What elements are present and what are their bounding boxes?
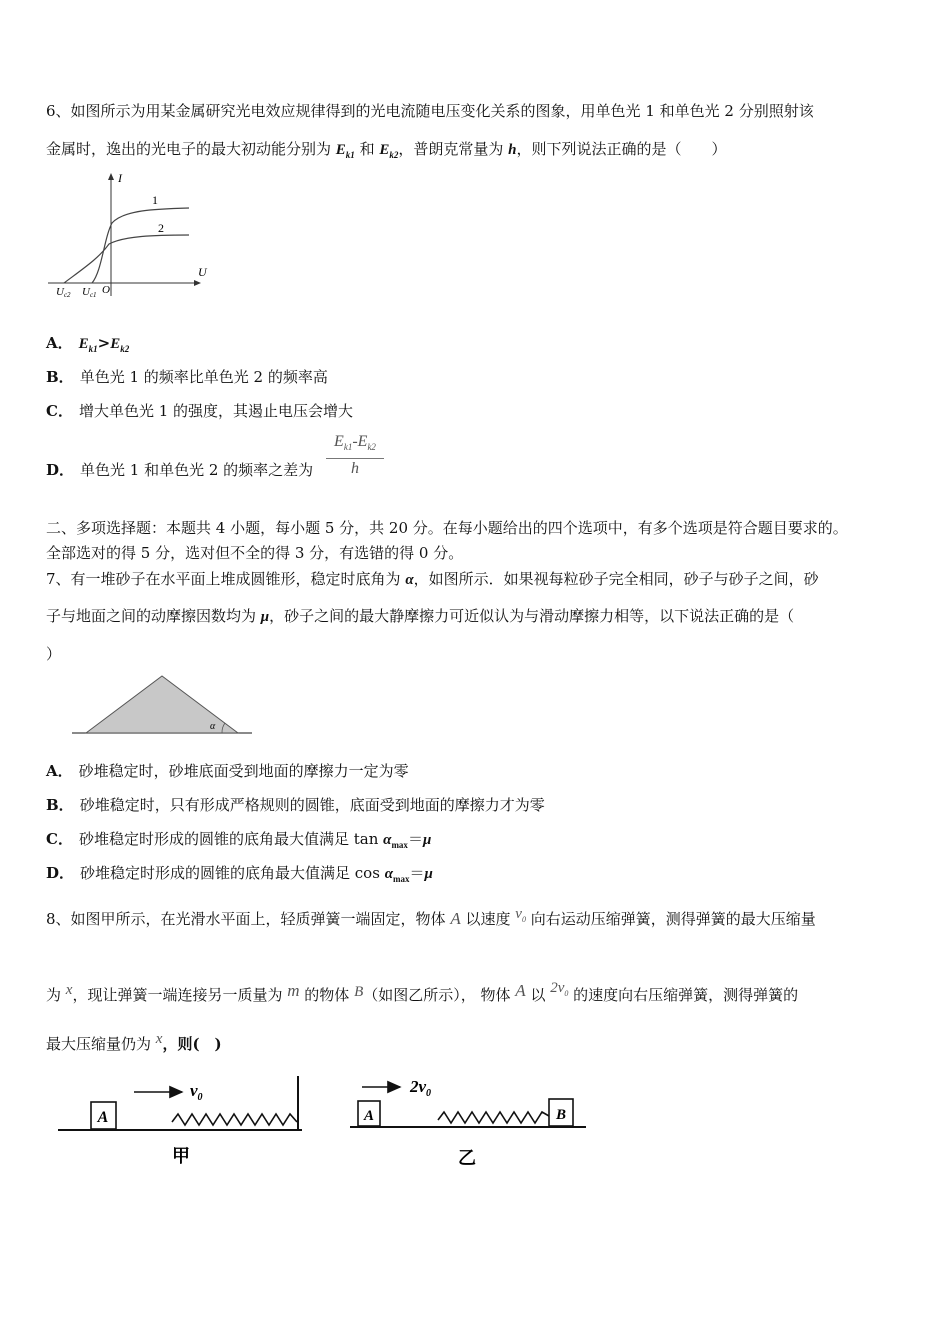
option-label: B． (46, 796, 74, 814)
option-text: 单色光 1 的频率比单色光 2 的频率高 (79, 368, 328, 386)
planck-symbol: h (508, 142, 517, 158)
q8-stem-line1 (46, 906, 816, 936)
q6-option-c[interactable] (46, 401, 353, 421)
figure-jia (54, 1072, 310, 1172)
q8-text-h: ，则( ) (162, 1035, 222, 1053)
v0-symbol: $v_0$ (515, 906, 526, 924)
curve-2 (64, 235, 189, 283)
jia-caption: 甲 (172, 1146, 190, 1166)
fraction-bar (326, 458, 384, 459)
origin-label: O (102, 284, 110, 296)
photoelectric-graph (44, 168, 214, 303)
q6-option-d[interactable] (46, 460, 313, 480)
q6-stem-text: 金属时，逸出的光电子的最大初动能分别为 (46, 140, 336, 158)
mu-symbol: μ (260, 609, 270, 625)
q8-text-c: 的物体 (299, 986, 355, 1004)
q7-option-b[interactable] (46, 795, 545, 815)
equals-symbol: ＝ (407, 830, 423, 848)
and-text: 和 (354, 140, 380, 158)
q8-stem-line3 (46, 1031, 222, 1055)
q7-option-d[interactable] (46, 863, 433, 889)
q7-stem-line2 (46, 606, 794, 627)
option-label: A． (46, 762, 73, 780)
mu-symbol: μ (422, 832, 432, 848)
q7-stem-line3: ） (46, 645, 62, 663)
jia-v0-label: $v_0$ (190, 1081, 203, 1103)
q6-stem-line1: 6、如图所示为用某金属研究光电效应规律得到的光电流随电压变化关系的图象，用单色光 1 和单色光 2 分别照射该 (46, 102, 814, 120)
uc2-label: Uc2 (56, 286, 71, 299)
frequency-difference-fraction (324, 432, 386, 478)
yi-spring (438, 1112, 549, 1123)
axis-i-label: I (118, 171, 122, 185)
block-a-symbol: A (515, 981, 526, 1000)
q8-stem-post: 向右运动压缩弹簧，测得弹簧的最大压缩量 (525, 910, 816, 928)
option-label: D． (46, 864, 75, 882)
yi-block-a-label: A (363, 1108, 375, 1124)
option-label: A． (46, 334, 73, 352)
curve-1 (92, 208, 189, 283)
option-text: 砂堆稳定时，砂堆底面受到地面的摩擦力一定为零 (78, 762, 409, 780)
q8-text-d: （如图乙所示）， 物体 (363, 986, 516, 1004)
section2-heading-line1: 二、多项选择题：本题共 4 小题，每小题 5 分，共 20 分。在每小题给出的四个选项中，有多个选项是符合题目要求的。 (46, 519, 848, 537)
ek2-symbol: $E_{k2}$ (379, 142, 399, 160)
ek1-symbol: $E_{k1}$ (335, 142, 355, 160)
q7-stem-text2: 子与地面之间的动摩擦因数均为 (46, 607, 261, 625)
q7-stem-post2: ，砂子之间的最大静摩擦力可近似认为与滑动摩擦力相等，以下说法正确的是（ (269, 607, 795, 625)
two-v0-symbol: $2v_0$ (550, 980, 569, 998)
fraction-numerator: $E_{k1}-E_{k2}$ (334, 433, 376, 453)
q7-stem-text: 7、有一堆砂子在水平面上堆成圆锥形，稳定时底角为 (46, 570, 406, 588)
option-label: C． (46, 402, 73, 420)
yi-caption: 乙 (458, 1148, 476, 1168)
q7-stem-post: ，如图所示．如果视每粒砂子完全相同，砂子与砂子之间，砂 (413, 570, 819, 588)
jia-block-a-label: A (97, 1109, 109, 1126)
yi-block-b-label: B (555, 1107, 567, 1123)
gt-symbol: > (97, 334, 111, 352)
ek2-symbol: $E_{k2}$ (110, 336, 130, 354)
axis-u-label: U (198, 265, 207, 279)
block-a-symbol: A (450, 909, 461, 928)
jia-spring (172, 1114, 297, 1125)
uc1-label: Uc1 (82, 286, 97, 299)
sand-cone-figure (70, 672, 254, 736)
q6-option-a[interactable] (46, 333, 129, 359)
curve-1-label: 1 (152, 193, 158, 207)
q6-stem-line2 (46, 139, 727, 165)
q8-text-e: 以 (525, 986, 551, 1004)
alpha-symbol: $\alpha_{max}$ (383, 832, 408, 850)
q7-stem-line1 (46, 569, 819, 590)
m-symbol: m (287, 981, 300, 1000)
q8-text-f: 的速度向右压缩弹簧，测得弹簧的 (568, 986, 799, 1004)
alpha-symbol: α (405, 572, 414, 588)
x-symbol: x (65, 982, 73, 998)
option-text: 增大单色光 1 的强度，其遏止电压会增大 (78, 402, 354, 420)
ek1-symbol: $E_{k1}$ (78, 336, 98, 354)
q7-option-a[interactable] (46, 761, 409, 781)
q8-text-b: ，现让弹簧一端连接另一质量为 (72, 986, 288, 1004)
q7-option-c[interactable] (46, 829, 431, 855)
option-label: B． (46, 368, 74, 386)
option-text: 单色光 1 和单色光 2 的频率之差为 (80, 461, 314, 479)
section2-heading-line2: 全部选对的得 5 分，选对但不全的得 3 分，有选错的得 0 分。 (46, 544, 464, 562)
curve-2-label: 2 (158, 221, 164, 235)
fraction-denominator: h (351, 460, 359, 478)
x-symbol: x (155, 1031, 163, 1047)
alpha-label: α (210, 721, 216, 732)
option-text: 砂堆稳定时形成的圆锥的底角最大值满足 cos (80, 864, 385, 882)
q8-stem-text: 8、如图甲所示，在光滑水平面上，轻质弹簧一端固定，物体 (46, 910, 451, 928)
q8-stem-line2 (46, 980, 799, 1012)
figure-yi (346, 1072, 592, 1172)
equals-symbol: ＝ (409, 864, 425, 882)
q8-text-g: 最大压缩量仍为 (46, 1035, 156, 1053)
q6-stem-mid: ，普朗克常量为 (398, 140, 509, 158)
q8-stem-mid: 以速度 (460, 910, 516, 928)
yi-2v0-label: $2v_0$ (410, 1077, 432, 1099)
q6-stem-post: ，则下列说法正确的是（ ） (516, 140, 727, 158)
option-text: 砂堆稳定时形成的圆锥的底角最大值满足 tan (78, 830, 384, 848)
option-label: C． (46, 830, 73, 848)
q8-text-a: 为 (46, 986, 66, 1004)
alpha-symbol: $\alpha_{max}$ (384, 866, 410, 884)
option-text: 砂堆稳定时，只有形成严格规则的圆锥，底面受到地面的摩擦力才为零 (79, 796, 545, 814)
mu-symbol: μ (424, 866, 433, 882)
q6-option-b[interactable] (46, 367, 328, 387)
block-b-symbol: B (354, 984, 364, 1000)
option-label: D． (46, 461, 75, 479)
